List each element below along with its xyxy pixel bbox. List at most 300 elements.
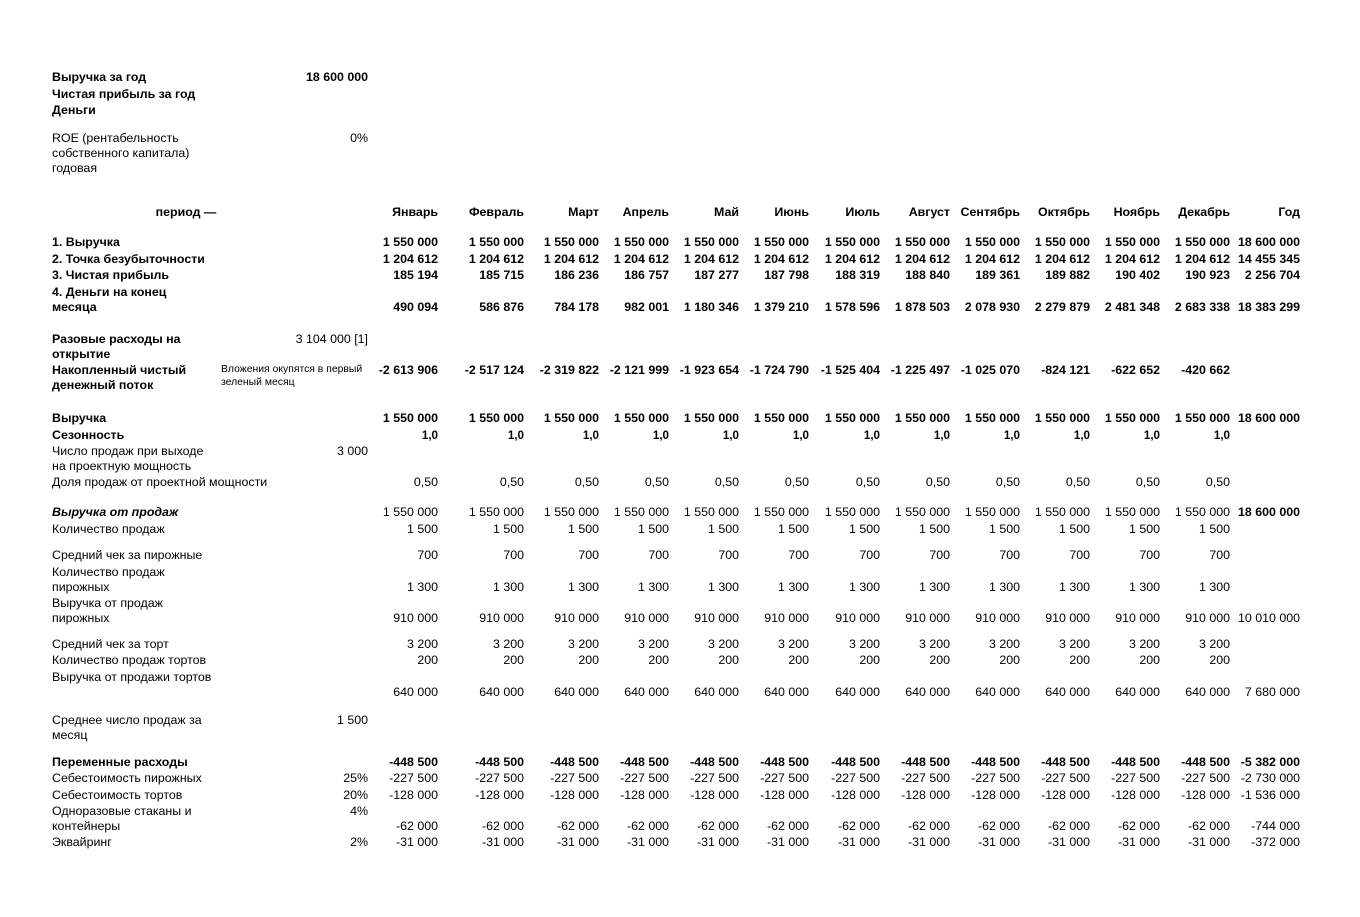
value-cell[interactable]: -448 500: [1111, 755, 1160, 769]
value-cell[interactable]: 1 300: [1128, 580, 1160, 594]
value-cell[interactable]: 1 550 000: [1174, 411, 1230, 425]
value-cell[interactable]: 18 600 000: [1237, 235, 1300, 249]
value-cell[interactable]: 1,0: [863, 429, 880, 442]
value-cell[interactable]: 700: [718, 548, 739, 562]
value-cell[interactable]: 0,50: [1135, 475, 1160, 489]
value-cell[interactable]: 2 256 704: [1244, 268, 1300, 282]
value-cell[interactable]: 1 550 000: [753, 411, 809, 425]
value-cell[interactable]: 0,50: [784, 475, 809, 489]
value-cell[interactable]: -31 000: [626, 835, 669, 849]
value-cell[interactable]: 1 500: [1058, 522, 1090, 536]
value-cell[interactable]: 1 300: [406, 580, 438, 594]
value-cell[interactable]: 1 500: [567, 522, 599, 536]
value-cell[interactable]: 1 180 346: [683, 300, 739, 314]
value-cell[interactable]: -31 000: [1117, 835, 1160, 849]
row-parameter[interactable]: 1 500: [336, 713, 368, 727]
value-cell[interactable]: 910 000: [624, 611, 669, 625]
value-cell[interactable]: 910 000: [479, 611, 524, 625]
value-cell[interactable]: 1,0: [507, 429, 524, 442]
value-cell[interactable]: 1 500: [918, 522, 950, 536]
row-note: Вложения окупятся в первый зеленый месяц: [221, 364, 363, 388]
value-cell[interactable]: -227 500: [831, 771, 880, 785]
value-cell[interactable]: 1 550 000: [543, 411, 599, 425]
value-cell[interactable]: 910 000: [393, 611, 438, 625]
value-cell[interactable]: 1 550 000: [894, 505, 950, 519]
row-label: 3. Чистая прибыль: [52, 268, 170, 282]
value-cell[interactable]: 1 550 000: [468, 411, 524, 425]
value-cell[interactable]: 1 500: [492, 522, 524, 536]
value-cell[interactable]: 186 757: [624, 268, 669, 282]
value-cell[interactable]: 640 000: [1115, 685, 1160, 699]
row-label: Эквайринг: [52, 835, 112, 849]
value-cell[interactable]: 3 200: [492, 637, 524, 651]
row-parameter[interactable]: 3 104 000 [1]: [295, 332, 368, 346]
value-cell[interactable]: -31 000: [977, 835, 1020, 849]
value-cell[interactable]: -31 000: [1187, 835, 1230, 849]
value-cell[interactable]: -227 500: [971, 771, 1020, 785]
value-cell[interactable]: 1 300: [848, 580, 880, 594]
value-cell[interactable]: 1 550 000: [1104, 235, 1160, 249]
value-cell[interactable]: 3 200: [777, 637, 809, 651]
money-label: Деньги: [52, 103, 96, 117]
value-cell[interactable]: 1 204 612: [894, 252, 950, 266]
row-parameter[interactable]: 25%: [343, 771, 368, 785]
value-cell[interactable]: 1 550 000: [964, 411, 1020, 425]
value-cell[interactable]: 1 300: [637, 580, 669, 594]
value-cell[interactable]: -227 500: [550, 771, 599, 785]
value-cell[interactable]: -62 000: [837, 819, 880, 833]
value-cell[interactable]: 7 680 000: [1244, 685, 1300, 699]
value-cell[interactable]: -1 225 497: [890, 363, 950, 377]
value-cell[interactable]: -62 000: [556, 819, 599, 833]
value-cell[interactable]: 2 481 348: [1104, 300, 1160, 314]
value-cell[interactable]: 910 000: [1045, 611, 1090, 625]
value-cell[interactable]: -62 000: [395, 819, 438, 833]
value-cell[interactable]: -128 000: [1041, 788, 1090, 802]
value-cell[interactable]: 18 600 000: [1237, 505, 1300, 519]
value-cell[interactable]: 700: [1139, 548, 1160, 562]
value-cell[interactable]: 200: [1069, 653, 1090, 667]
value-cell[interactable]: 186 236: [554, 268, 599, 282]
row-label: 2. Точка безубыточности: [52, 252, 205, 266]
value-cell[interactable]: 3 200: [848, 637, 880, 651]
value-cell[interactable]: 3 200: [567, 637, 599, 651]
row-label: Себестоимость тортов: [52, 788, 183, 802]
value-cell[interactable]: 1 550 000: [613, 411, 669, 425]
value-cell[interactable]: -1 025 070: [960, 363, 1020, 377]
value-cell[interactable]: 1 550 000: [1174, 505, 1230, 519]
value-cell[interactable]: 3 200: [406, 637, 438, 651]
value-cell[interactable]: -1 923 654: [679, 363, 739, 377]
value-cell[interactable]: 187 798: [764, 268, 809, 282]
value-cell[interactable]: 1 550 000: [753, 505, 809, 519]
value-cell[interactable]: -448 500: [1041, 755, 1090, 769]
value-cell[interactable]: -31 000: [395, 835, 438, 849]
value-cell[interactable]: 1 550 000: [824, 411, 880, 425]
value-cell[interactable]: -31 000: [481, 835, 524, 849]
value-cell[interactable]: 1 550 000: [1104, 505, 1160, 519]
value-cell[interactable]: 1 550 000: [683, 411, 739, 425]
value-cell[interactable]: -2 730 000: [1240, 771, 1300, 785]
value-cell[interactable]: 700: [929, 548, 950, 562]
value-cell[interactable]: -2 517 124: [464, 363, 524, 377]
month-header: Декабрь: [1178, 205, 1230, 219]
value-cell[interactable]: 3 200: [1198, 637, 1230, 651]
value-cell[interactable]: 200: [859, 653, 880, 667]
value-cell[interactable]: 1 204 612: [753, 252, 809, 266]
value-cell[interactable]: 0,50: [995, 475, 1020, 489]
value-cell[interactable]: 1 300: [567, 580, 599, 594]
value-cell[interactable]: 3 200: [1058, 637, 1090, 651]
value-cell[interactable]: 1,0: [1003, 429, 1020, 442]
value-cell[interactable]: 1 550 000: [1034, 411, 1090, 425]
row-label: Доля продаж от проектной мощности: [52, 475, 268, 489]
value-cell[interactable]: 1 204 612: [1174, 252, 1230, 266]
value-cell[interactable]: -448 500: [550, 755, 599, 769]
row-parameter[interactable]: 2%: [350, 835, 368, 849]
month-header: Март: [568, 205, 599, 219]
value-cell[interactable]: 640 000: [393, 685, 438, 699]
value-cell[interactable]: 982 001: [624, 300, 669, 314]
value-cell[interactable]: -2 319 822: [539, 363, 599, 377]
value-cell[interactable]: -62 000: [626, 819, 669, 833]
value-cell[interactable]: 1 550 000: [753, 235, 809, 249]
value-cell[interactable]: 0,50: [574, 475, 599, 489]
value-cell[interactable]: 784 178: [554, 300, 599, 314]
row-parameter[interactable]: 4%: [350, 804, 368, 818]
value-cell[interactable]: -128 000: [760, 788, 809, 802]
value-cell[interactable]: -62 000: [766, 819, 809, 833]
value-cell[interactable]: -62 000: [481, 819, 524, 833]
value-cell[interactable]: 1,0: [933, 429, 950, 442]
roe-value[interactable]: 0%: [350, 131, 368, 145]
value-cell[interactable]: -5 382 000: [1240, 755, 1300, 769]
value-cell[interactable]: 1 300: [1058, 580, 1090, 594]
value-cell[interactable]: 640 000: [835, 685, 880, 699]
value-cell[interactable]: -448 500: [690, 755, 739, 769]
value-cell[interactable]: -62 000: [1187, 819, 1230, 833]
value-cell[interactable]: 640 000: [624, 685, 669, 699]
value-cell[interactable]: 700: [417, 548, 438, 562]
value-cell[interactable]: 18 600 000: [1237, 411, 1300, 425]
value-cell[interactable]: -448 500: [971, 755, 1020, 769]
month-header: Год: [1278, 205, 1300, 219]
value-cell[interactable]: 910 000: [905, 611, 950, 625]
value-cell[interactable]: 640 000: [479, 685, 524, 699]
value-cell[interactable]: -824 121: [1041, 363, 1090, 377]
value-cell[interactable]: 3 200: [918, 637, 950, 651]
value-cell[interactable]: 1 550 000: [382, 411, 438, 425]
value-cell[interactable]: 1,0: [1143, 429, 1160, 442]
value-cell[interactable]: 1 500: [707, 522, 739, 536]
value-cell[interactable]: 200: [578, 653, 599, 667]
row-label: Выручка: [52, 411, 107, 425]
value-cell[interactable]: 910 000: [835, 611, 880, 625]
value-cell[interactable]: 200: [999, 653, 1020, 667]
row-label: Средний чек за пирожные: [52, 548, 203, 562]
value-cell[interactable]: -227 500: [475, 771, 524, 785]
value-cell[interactable]: 1 500: [1128, 522, 1160, 536]
value-cell[interactable]: 640 000: [694, 685, 739, 699]
row-label: Средний чек за торт: [52, 637, 169, 651]
value-cell[interactable]: -448 500: [831, 755, 880, 769]
net-profit-year-label: Чистая прибыль за год: [52, 87, 196, 101]
value-cell[interactable]: 1 550 000: [613, 505, 669, 519]
month-header: Февраль: [468, 205, 524, 219]
value-cell[interactable]: 187 277: [694, 268, 739, 282]
value-cell[interactable]: -622 652: [1111, 363, 1160, 377]
value-cell[interactable]: 1 550 000: [1034, 505, 1090, 519]
value-cell[interactable]: 190 402: [1115, 268, 1160, 282]
value-cell[interactable]: 1 550 000: [894, 235, 950, 249]
value-cell[interactable]: 14 455 345: [1237, 252, 1300, 266]
value-cell[interactable]: 910 000: [1115, 611, 1160, 625]
value-cell[interactable]: 1 550 000: [543, 505, 599, 519]
value-cell[interactable]: 1 204 612: [1034, 252, 1090, 266]
value-cell[interactable]: 700: [1209, 548, 1230, 562]
month-header: Октябрь: [1038, 205, 1090, 219]
value-cell[interactable]: 700: [859, 548, 880, 562]
value-cell[interactable]: 0,50: [499, 475, 524, 489]
value-cell[interactable]: 3 200: [637, 637, 669, 651]
value-cell[interactable]: -227 500: [690, 771, 739, 785]
value-cell[interactable]: 190 923: [1185, 268, 1230, 282]
value-cell[interactable]: 0,50: [1205, 475, 1230, 489]
value-cell[interactable]: -448 500: [760, 755, 809, 769]
value-cell[interactable]: 200: [1209, 653, 1230, 667]
value-cell[interactable]: 700: [503, 548, 524, 562]
value-cell[interactable]: -2 121 999: [609, 363, 669, 377]
value-cell[interactable]: 640 000: [764, 685, 809, 699]
value-cell[interactable]: 640 000: [1185, 685, 1230, 699]
value-cell[interactable]: -227 500: [1041, 771, 1090, 785]
value-cell[interactable]: 2 078 930: [964, 300, 1020, 314]
value-cell[interactable]: 640 000: [554, 685, 599, 699]
value-cell[interactable]: 1 204 612: [468, 252, 524, 266]
value-cell[interactable]: 1 500: [988, 522, 1020, 536]
value-cell[interactable]: 1 500: [1198, 522, 1230, 536]
value-cell[interactable]: 1 550 000: [894, 411, 950, 425]
value-cell[interactable]: -31 000: [837, 835, 880, 849]
value-cell[interactable]: 200: [1139, 653, 1160, 667]
value-cell[interactable]: 1 300: [492, 580, 524, 594]
row-parameter[interactable]: 20%: [343, 788, 368, 802]
value-cell[interactable]: 1,0: [1213, 429, 1230, 442]
value-cell[interactable]: -448 500: [901, 755, 950, 769]
value-cell[interactable]: 1 300: [1198, 580, 1230, 594]
value-cell[interactable]: -372 000: [1251, 835, 1300, 849]
value-cell[interactable]: 1 550 000: [543, 235, 599, 249]
value-cell[interactable]: 3 200: [1128, 637, 1160, 651]
row-label: Число продаж при выходе на проектную мощность: [52, 444, 204, 473]
value-cell[interactable]: -420 662: [1181, 363, 1230, 377]
value-cell[interactable]: 1 500: [848, 522, 880, 536]
row-label: 1. Выручка: [52, 235, 120, 249]
value-cell[interactable]: -62 000: [1047, 819, 1090, 833]
value-cell[interactable]: -31 000: [556, 835, 599, 849]
value-cell[interactable]: 640 000: [905, 685, 950, 699]
value-cell[interactable]: 2 683 338: [1174, 300, 1230, 314]
value-cell[interactable]: 200: [417, 653, 438, 667]
value-cell[interactable]: -448 500: [475, 755, 524, 769]
row-parameter[interactable]: 3 000: [336, 444, 368, 458]
value-cell[interactable]: 1 550 000: [683, 235, 739, 249]
value-cell[interactable]: 910 000: [554, 611, 599, 625]
value-cell[interactable]: 188 319: [835, 268, 880, 282]
value-cell[interactable]: -62 000: [977, 819, 1020, 833]
value-cell[interactable]: 1 300: [918, 580, 950, 594]
value-cell[interactable]: 700: [788, 548, 809, 562]
value-cell[interactable]: 1 300: [777, 580, 809, 594]
value-cell[interactable]: -227 500: [1111, 771, 1160, 785]
value-cell[interactable]: -128 000: [620, 788, 669, 802]
value-cell[interactable]: -1 525 404: [820, 363, 880, 377]
month-header: Июнь: [774, 205, 809, 219]
value-cell[interactable]: 910 000: [764, 611, 809, 625]
value-cell[interactable]: -31 000: [907, 835, 950, 849]
value-cell[interactable]: 700: [648, 548, 669, 562]
value-cell[interactable]: 1 550 000: [1174, 235, 1230, 249]
value-cell[interactable]: 189 882: [1045, 268, 1090, 282]
value-cell[interactable]: -2 613 906: [378, 363, 438, 377]
value-cell[interactable]: 1 550 000: [382, 235, 438, 249]
value-cell[interactable]: 200: [648, 653, 669, 667]
value-cell[interactable]: 0,50: [1065, 475, 1090, 489]
value-cell[interactable]: 0,50: [644, 475, 669, 489]
value-cell[interactable]: -227 500: [901, 771, 950, 785]
value-cell[interactable]: 1,0: [582, 429, 599, 442]
value-cell[interactable]: -128 000: [1111, 788, 1160, 802]
value-cell[interactable]: 200: [929, 653, 950, 667]
value-cell[interactable]: 1 204 612: [543, 252, 599, 266]
value-cell[interactable]: -227 500: [620, 771, 669, 785]
value-cell[interactable]: 910 000: [975, 611, 1020, 625]
revenue-year-value[interactable]: 18 600 000: [305, 70, 368, 84]
value-cell[interactable]: -31 000: [696, 835, 739, 849]
month-header: Январь: [392, 205, 438, 219]
value-cell[interactable]: -128 000: [831, 788, 880, 802]
value-cell[interactable]: -1 724 790: [749, 363, 809, 377]
value-cell[interactable]: 1 550 000: [1104, 411, 1160, 425]
value-cell[interactable]: 1 550 000: [1034, 235, 1090, 249]
value-cell[interactable]: 1 550 000: [824, 235, 880, 249]
value-cell[interactable]: 586 876: [479, 300, 524, 314]
value-cell[interactable]: 0,50: [925, 475, 950, 489]
value-cell[interactable]: 189 361: [975, 268, 1020, 282]
value-cell[interactable]: 910 000: [694, 611, 739, 625]
value-cell[interactable]: 1 204 612: [382, 252, 438, 266]
row-label: Переменные расходы: [52, 755, 188, 769]
value-cell[interactable]: -448 500: [1181, 755, 1230, 769]
value-cell[interactable]: -128 000: [971, 788, 1020, 802]
value-cell[interactable]: -744 000: [1251, 819, 1300, 833]
value-cell[interactable]: 1 300: [988, 580, 1020, 594]
value-cell[interactable]: 200: [503, 653, 524, 667]
row-label: Сезонность: [52, 428, 125, 442]
value-cell[interactable]: 490 094: [393, 300, 438, 314]
row-label: Выручка от продажи тортов: [52, 670, 212, 684]
value-cell[interactable]: -128 000: [1181, 788, 1230, 802]
value-cell[interactable]: 3 200: [707, 637, 739, 651]
value-cell[interactable]: 700: [578, 548, 599, 562]
value-cell[interactable]: 640 000: [1045, 685, 1090, 699]
value-cell[interactable]: 200: [718, 653, 739, 667]
value-cell[interactable]: 1 204 612: [1104, 252, 1160, 266]
value-cell[interactable]: 1,0: [652, 429, 669, 442]
value-cell[interactable]: -227 500: [760, 771, 809, 785]
value-cell[interactable]: 1 550 000: [468, 235, 524, 249]
value-cell[interactable]: 3 200: [988, 637, 1020, 651]
month-header: Июль: [845, 205, 880, 219]
value-cell[interactable]: 1 578 596: [824, 300, 880, 314]
value-cell[interactable]: 1 550 000: [824, 505, 880, 519]
value-cell[interactable]: 1 550 000: [613, 235, 669, 249]
value-cell[interactable]: 185 194: [393, 268, 438, 282]
value-cell[interactable]: 10 010 000: [1237, 611, 1300, 625]
value-cell[interactable]: -448 500: [389, 755, 438, 769]
value-cell[interactable]: 700: [999, 548, 1020, 562]
value-cell[interactable]: -62 000: [1117, 819, 1160, 833]
value-cell[interactable]: 1 204 612: [683, 252, 739, 266]
value-cell[interactable]: 1 204 612: [613, 252, 669, 266]
value-cell[interactable]: -227 500: [389, 771, 438, 785]
value-cell[interactable]: 700: [1069, 548, 1090, 562]
value-cell[interactable]: -128 000: [901, 788, 950, 802]
value-cell[interactable]: 200: [788, 653, 809, 667]
value-cell[interactable]: 1,0: [421, 429, 438, 442]
value-cell[interactable]: 910 000: [1185, 611, 1230, 625]
value-cell[interactable]: 1 878 503: [894, 300, 950, 314]
value-cell[interactable]: 1,0: [1073, 429, 1090, 442]
value-cell[interactable]: 1 550 000: [683, 505, 739, 519]
value-cell[interactable]: -128 000: [475, 788, 524, 802]
value-cell[interactable]: 1 300: [707, 580, 739, 594]
value-cell[interactable]: 1 500: [777, 522, 809, 536]
value-cell[interactable]: 1 204 612: [824, 252, 880, 266]
month-header: Сентябрь: [960, 205, 1020, 219]
value-cell[interactable]: 0,50: [855, 475, 880, 489]
value-cell[interactable]: -62 000: [907, 819, 950, 833]
value-cell[interactable]: 1 204 612: [964, 252, 1020, 266]
value-cell[interactable]: 1 500: [406, 522, 438, 536]
value-cell[interactable]: -31 000: [1047, 835, 1090, 849]
value-cell[interactable]: -227 500: [1181, 771, 1230, 785]
value-cell[interactable]: 1 550 000: [468, 505, 524, 519]
value-cell[interactable]: -31 000: [766, 835, 809, 849]
value-cell[interactable]: 1 550 000: [964, 505, 1020, 519]
value-cell[interactable]: 1 550 000: [382, 505, 438, 519]
value-cell[interactable]: 0,50: [413, 475, 438, 489]
value-cell[interactable]: 0,50: [714, 475, 739, 489]
value-cell[interactable]: 1 379 210: [753, 300, 809, 314]
value-cell[interactable]: 2 279 879: [1034, 300, 1090, 314]
value-cell[interactable]: -128 000: [389, 788, 438, 802]
value-cell[interactable]: -1 536 000: [1240, 788, 1300, 802]
value-cell[interactable]: 1 550 000: [964, 235, 1020, 249]
value-cell[interactable]: 185 715: [479, 268, 524, 282]
value-cell[interactable]: -62 000: [696, 819, 739, 833]
value-cell[interactable]: -128 000: [690, 788, 739, 802]
value-cell[interactable]: 1 500: [637, 522, 669, 536]
value-cell[interactable]: 640 000: [975, 685, 1020, 699]
value-cell[interactable]: 1,0: [722, 429, 739, 442]
value-cell[interactable]: 18 383 299: [1237, 300, 1300, 314]
value-cell[interactable]: 188 840: [905, 268, 950, 282]
value-cell[interactable]: -448 500: [620, 755, 669, 769]
row-label: Себестоимость пирожных: [52, 771, 202, 785]
value-cell[interactable]: -128 000: [550, 788, 599, 802]
value-cell[interactable]: 1,0: [792, 429, 809, 442]
